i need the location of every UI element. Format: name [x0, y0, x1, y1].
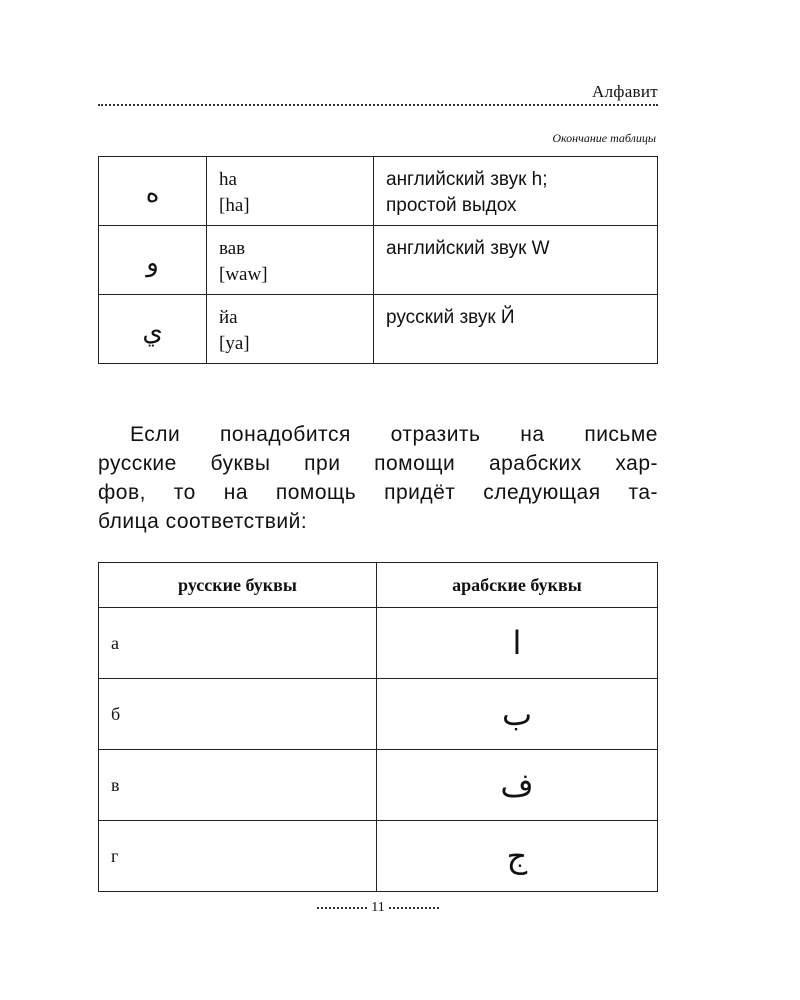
- table-row: [99, 608, 658, 679]
- body-paragraph: [98, 420, 658, 536]
- arabic-letter: ي: [142, 317, 163, 347]
- paragraph-line: фов, то на помощь придёт следующая та-: [98, 481, 658, 504]
- table-continuation-note: Окончание таблицы: [552, 131, 656, 145]
- arabic-letter: ب: [377, 679, 658, 750]
- table-row: [99, 226, 658, 295]
- letters-table: [98, 156, 658, 364]
- letter-name: йа: [219, 307, 238, 328]
- footer-dotted-rule-right: [389, 907, 439, 909]
- footer-dotted-rule-left: [317, 907, 367, 909]
- arabic-letter: ه: [145, 179, 160, 209]
- correspondence-table: [98, 562, 658, 892]
- russian-letter: а: [99, 608, 377, 679]
- arabic-letter-cell: [99, 295, 207, 364]
- letter-description-cell: [374, 157, 658, 226]
- russian-letter: б: [99, 679, 377, 750]
- letter-transliteration: [ha]: [219, 195, 250, 216]
- header-dotted-rule: [98, 104, 658, 106]
- russian-letter: в: [99, 750, 377, 821]
- letter-description: английский звук h;: [386, 169, 548, 190]
- paragraph-line: блица соответствий:: [98, 510, 308, 533]
- arabic-letter: ف: [377, 750, 658, 821]
- arabic-letter-cell: [99, 226, 207, 295]
- letter-name-cell: [207, 295, 374, 364]
- letter-description-cell: [374, 226, 658, 295]
- table-row: [99, 750, 658, 821]
- table-header-row: [99, 563, 658, 608]
- page-number-footer: [98, 900, 658, 916]
- page-number: 11: [371, 900, 385, 915]
- letter-name-cell: [207, 157, 374, 226]
- letter-description: русский звук Й: [386, 307, 515, 328]
- table-row: [99, 157, 658, 226]
- running-head: Алфавит: [592, 82, 658, 101]
- letter-transliteration: [waw]: [219, 264, 268, 285]
- arabic-letter: ج: [377, 821, 658, 892]
- table-row: [99, 679, 658, 750]
- letter-name-cell: [207, 226, 374, 295]
- column-header-russian: русские буквы: [99, 563, 377, 608]
- russian-letter: г: [99, 821, 377, 892]
- letter-transliteration: [ya]: [219, 333, 250, 354]
- letter-name: ha: [219, 169, 237, 190]
- arabic-letter: و: [146, 248, 159, 278]
- paragraph-line: русские буквы при помощи арабских хар-: [98, 452, 658, 475]
- letter-name: вав: [219, 238, 246, 259]
- table-row: [99, 821, 658, 892]
- letter-description-continued: простой выдох: [386, 195, 517, 216]
- column-header-arabic: арабские буквы: [377, 563, 658, 608]
- letter-description: английский звук W: [386, 238, 550, 259]
- arabic-letter: ا: [377, 608, 658, 679]
- table-row: [99, 295, 658, 364]
- paragraph-line: Если понадобится отразить на письме: [130, 423, 658, 446]
- letter-description-cell: [374, 295, 658, 364]
- arabic-letter-cell: [99, 157, 207, 226]
